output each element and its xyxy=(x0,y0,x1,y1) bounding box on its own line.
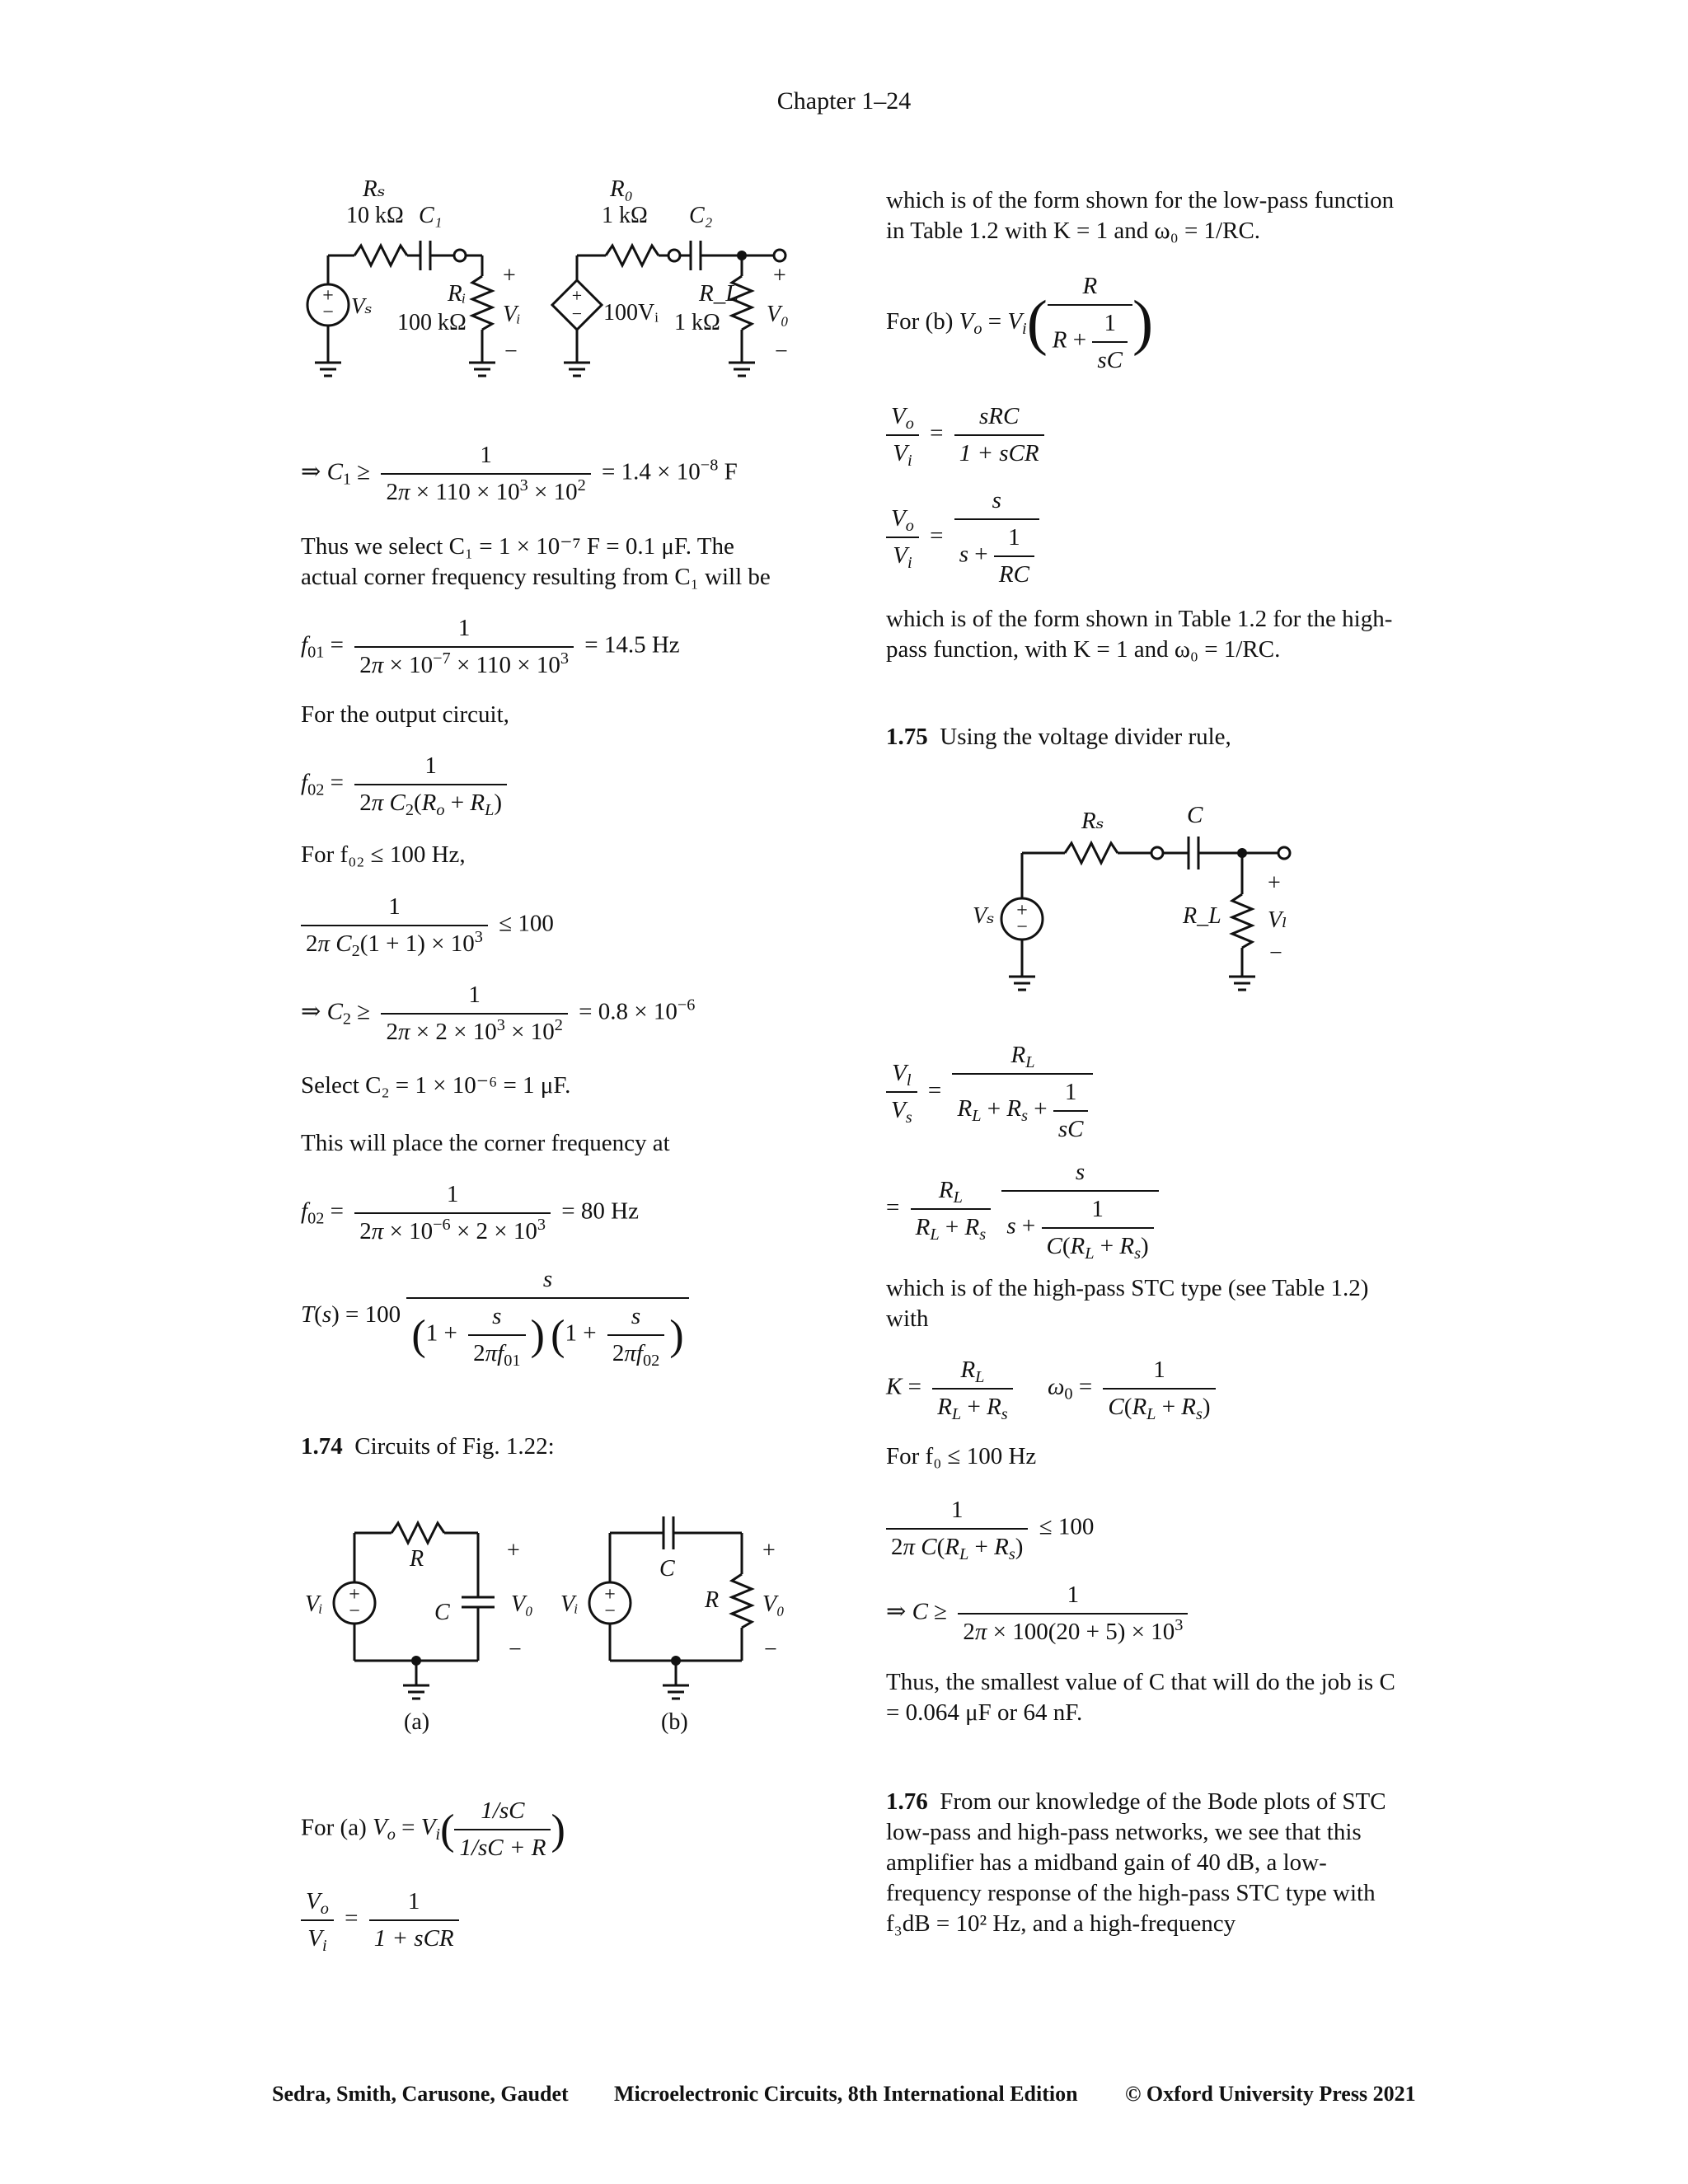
highpass-paragraph: which is of the form shown in Table 1.2 for the high-pass function, with K = 1 and ω₀ = 1/RC. xyxy=(886,606,1393,663)
plus-sign: + xyxy=(604,1584,616,1605)
c-label: C xyxy=(1187,802,1203,828)
minus-sign: − xyxy=(571,303,583,324)
vi-label: Vᵢ xyxy=(503,302,521,327)
c1-label: C₁ xyxy=(419,203,443,228)
rl-value: 1 kΩ xyxy=(674,310,720,335)
vl-vs-expanded-equation: = $\frac{R_L}{R_L + R_s}$ s s + $\frac{1}{C(R_L + R_s)}$ xyxy=(886,1158,1164,1260)
c1-inequality: ⇒ $C_1$ ≥ $\frac{1}{2\pi \times 110 \times 10^3 \times 10^2}$ = $1.4 \times 10^{-8}$ F xyxy=(301,442,738,505)
minus-sign: − xyxy=(504,339,518,364)
c-label: C xyxy=(659,1556,675,1582)
caption-a: (a) xyxy=(404,1709,430,1735)
rc-circuits-figure xyxy=(301,1508,812,1747)
c-label: C xyxy=(434,1600,450,1625)
f02-condition: For f₀₂ ≤ 100 Hz, xyxy=(301,841,466,868)
smallest-c-paragraph: Thus, the smallest value of C that will do the job is C = 0.064 μF or 64 nF. xyxy=(886,1669,1395,1726)
vo-label: V₀ xyxy=(511,1591,533,1617)
for-a-equation: For (a) $V_o = V_i$( $\frac{1/sC}{1/sC + R}$ ) xyxy=(301,1797,565,1861)
problem-1-76-paragraph: 1.76 From our knowledge of the Bode plots of STC low-pass and high-pass networks, we see that this amplifier has a midband gain of 40 dB, a low-frequency response of the high-pass STC type with f₃dB = 10² Hz, and a high-frequency xyxy=(886,1788,1386,1937)
footer-publisher: © Oxford University Press 2021 xyxy=(1125,2082,1416,2106)
plus-sign: + xyxy=(1016,900,1028,921)
ro-value: 1 kΩ xyxy=(602,203,648,228)
vo-label: V₀ xyxy=(767,302,789,327)
k-omega-equations: K = $\frac{R_L}{R_L + R_s}$ $\omega_0$ = $\frac{1}{C(R_L + R_s)}$ xyxy=(886,1356,1221,1422)
footer-book-title: Microelectronic Circuits, 8th International Edition xyxy=(614,2082,1078,2106)
page-header: Chapter 1–24 xyxy=(776,87,912,115)
f02-value-equation: $f_{02}$ = $\frac{1}{2\pi \times 10^{-6} \times 2 \times 10^3}$ = 80 Hz xyxy=(301,1181,639,1244)
vi-label: Vᵢ xyxy=(305,1591,323,1617)
vo-label: V₀ xyxy=(762,1591,785,1617)
minus-sign: − xyxy=(775,339,788,364)
caption-b: (b) xyxy=(661,1709,688,1735)
f02-definition: $f_{02}$ = $\frac{1}{2\pi C_2(R_o + R_L)}$ xyxy=(301,752,512,818)
f02-inequality: $\frac{1}{2\pi C_2(1 + 1) \times 10^3}$ ≤ 100 xyxy=(301,893,554,958)
minus-sign: − xyxy=(349,1601,360,1622)
f0-condition: For f₀ ≤ 100 Hz xyxy=(886,1443,1037,1469)
rs-label: Rₛ xyxy=(363,176,386,202)
vo-vi-b1-equation: $\frac{V_o}{V_i}$ = $\frac{\text{sRC}}{\text{1 + sCR}}$ xyxy=(886,402,1049,468)
plus-sign: + xyxy=(571,285,583,306)
plus-sign: + xyxy=(322,285,334,307)
c2-inequality: ⇒ $C_2$ ≥ $\frac{1}{2\pi \times 2 \times 10^3 \times 10^2}$ = $0.8 \times 10^{-6}$ xyxy=(301,982,696,1045)
r-label: R xyxy=(705,1587,720,1613)
minus-sign: − xyxy=(1269,940,1282,966)
plus-sign: + xyxy=(507,1538,520,1563)
vo-vi-a-equation: $\frac{V_o}{V_i}$ = $\frac{1}{\text{1 + sCR}}$ xyxy=(301,1887,464,1953)
r-label: R xyxy=(410,1546,424,1572)
minus-sign: − xyxy=(604,1601,616,1622)
ro-label: R₀ xyxy=(610,176,633,202)
ri-value: 100 kΩ xyxy=(397,310,467,335)
voltage-divider-circuit xyxy=(956,799,1319,1005)
c-inequality: ⇒ C ≥ $\frac{1}{2\pi \times 100(20 + 5) \times 10^3}$ xyxy=(886,1581,1193,1647)
rl-label: R_L xyxy=(1183,903,1221,929)
select-c1-paragraph: Thus we select C₁ = 1 × 10⁻⁷ F = 0.1 μF. The actual corner frequency resulting from C₁ will be xyxy=(301,533,771,590)
amplifier-circuit-diagram xyxy=(297,173,808,396)
minus-sign: − xyxy=(322,302,334,323)
ri-label: Rᵢ xyxy=(448,280,467,307)
plus-sign: + xyxy=(773,263,786,288)
rl-label: R_L xyxy=(699,280,739,307)
vs-label: Vₛ xyxy=(973,903,995,929)
minus-sign: − xyxy=(764,1637,777,1662)
plus-sign: + xyxy=(1268,870,1281,896)
plus-sign: + xyxy=(762,1538,776,1563)
minus-sign: − xyxy=(509,1637,522,1662)
stc-paragraph: which is of the high-pass STC type (see Table 1.2) with xyxy=(886,1275,1369,1332)
vo-vi-b2-equation: $\frac{V_o}{V_i}$ = s s + $\frac{1}{RC}$ xyxy=(886,486,1044,588)
plus-sign: + xyxy=(503,263,516,288)
vl-label: Vₗ xyxy=(1268,907,1287,933)
c-rl-inequality: $\frac{1}{2\pi C(R_L + R_s)}$ ≤ 100 xyxy=(886,1496,1094,1562)
plus-sign: + xyxy=(349,1584,360,1605)
problem-1-74-heading: 1.74 Circuits of Fig. 1.22: xyxy=(301,1433,555,1460)
lowpass-paragraph: which is of the form shown for the low-pass function in Table 1.2 with K = 1 and ω₀ = 1/RC. xyxy=(886,187,1395,244)
rs-label: Rₛ xyxy=(1081,808,1104,834)
footer-authors: Sedra, Smith, Carusone, Gaudet xyxy=(272,2082,569,2106)
for-b-equation: For (b) $V_o = V_i$( R R + $\frac{1}{sC}$ ) xyxy=(886,273,1154,373)
vi-label: Vᵢ xyxy=(560,1591,579,1617)
f01-equation: $f_{01}$ = $\frac{1}{2\pi \times 10^{-7} \times 110 \times 10^3}$ = 14.5 Hz xyxy=(301,615,680,678)
output-circuit-text: For the output circuit, xyxy=(301,701,509,728)
problem-1-75-heading: 1.75 Using the voltage divider rule, xyxy=(886,724,1231,750)
transfer-function-equation: T(s) = 100 s (1 + $\frac{s}{2\pi f_{01}}$ ) (1 + $\frac{s}{2\pi f_{02}}$ ) xyxy=(301,1265,694,1367)
minus-sign: − xyxy=(1016,916,1028,938)
select-c2-text: Select C₂ = 1 × 10⁻⁶ = 1 μF. xyxy=(301,1072,571,1099)
dependent-source-label: 100Vᵢ xyxy=(603,300,659,326)
vs-label: Vₛ xyxy=(351,293,373,318)
vl-vs-equation: $\frac{V_l}{V_s}$ = $R_L$ $R_L + R_s$ + $\frac{1}{sC}$ xyxy=(886,1041,1098,1143)
c2-label: C₂ xyxy=(689,203,713,228)
corner-frequency-text: This will place the corner frequency at xyxy=(301,1130,670,1156)
rs-value: 10 kΩ xyxy=(346,203,404,228)
